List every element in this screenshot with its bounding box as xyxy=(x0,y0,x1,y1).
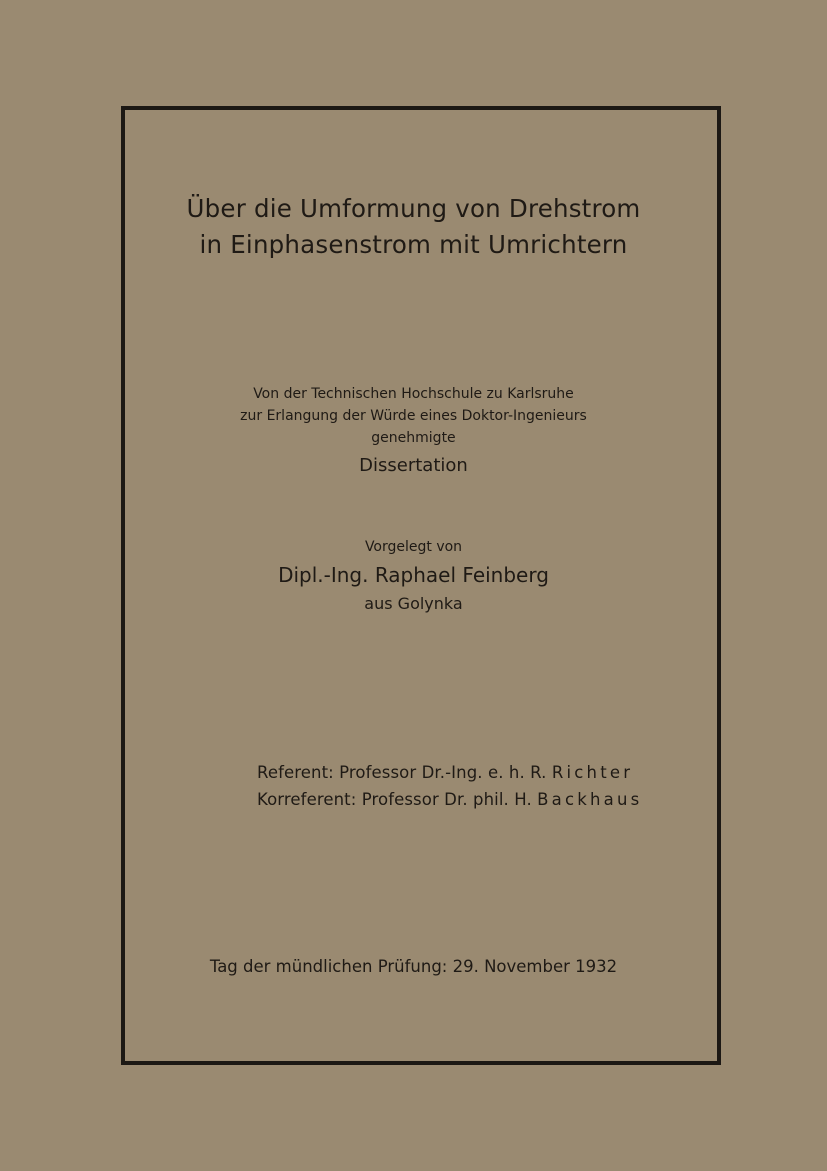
institution-line-1: Von der Technischen Hochschule zu Karlsruhe xyxy=(253,386,574,402)
referent-name: Richter xyxy=(551,763,634,782)
korreferent-prefix: Korreferent: Professor Dr. phil. H. xyxy=(257,790,532,809)
title-line-2: in Einphasenstrom mit Umrichtern xyxy=(199,230,628,259)
institution-line-2: zur Erlangung der Würde eines Doktor-Ingenieurs xyxy=(240,408,587,424)
author-origin: aus Golynka xyxy=(364,594,463,613)
institution-line-3: genehmigte xyxy=(371,430,456,446)
title-line-1: Über die Umformung von Drehstrom xyxy=(186,194,641,223)
document-type: Dissertation xyxy=(359,455,468,476)
author-name: Dipl.-Ing. Raphael Feinberg xyxy=(278,563,549,587)
korreferent-name: Backhaus xyxy=(537,790,643,809)
referent-prefix: Referent: Professor Dr.-Ing. e. h. R. xyxy=(257,763,547,782)
presented-by-label: Vorgelegt von xyxy=(364,539,463,555)
exam-date: Tag der mündlichen Prüfung: 29. November 1932 xyxy=(209,957,618,976)
referent-line xyxy=(257,763,633,782)
korreferent-line xyxy=(257,790,642,809)
